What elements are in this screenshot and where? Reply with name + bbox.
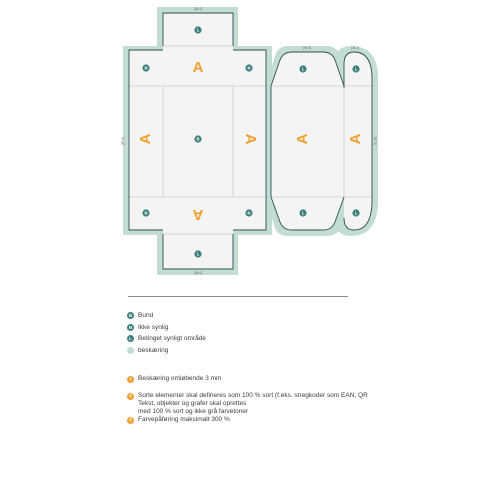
note-line: Beskæring omløbende 3 mm bbox=[138, 375, 222, 382]
legend-marker-n: N bbox=[128, 324, 133, 330]
note-marker-2: 2 bbox=[127, 393, 134, 400]
divider-line bbox=[128, 296, 348, 297]
svg-text:N: N bbox=[144, 210, 148, 216]
letter-left-side: A bbox=[136, 133, 154, 145]
svg-text:L: L bbox=[354, 66, 358, 72]
note-marker-1: 1 bbox=[127, 376, 134, 383]
legend-label: beskæring bbox=[138, 346, 169, 354]
legend-item-not-visible bbox=[127, 322, 206, 334]
marker-tl-dust-flap bbox=[142, 64, 149, 71]
note-marker-3: 3 bbox=[127, 417, 134, 424]
note-line: Sorte elementer skal defineres som 100 % sort (f.eks. stregkoder som EAN, QR bbox=[138, 392, 368, 399]
letter-middle-side: A bbox=[242, 133, 260, 145]
dim-left-side: [87.0] bbox=[121, 137, 125, 145]
marker-bottom-flap bbox=[194, 250, 201, 257]
note-line: Farvepåføring maksimalt 300 % bbox=[138, 416, 230, 423]
legend-item-bleed bbox=[127, 345, 206, 357]
dim-top-flap: [94.0] bbox=[194, 7, 202, 11]
note-line: Tekst, objekter og grafer skal oprettes bbox=[138, 400, 247, 407]
legend bbox=[127, 310, 206, 356]
marker-end-tuck-flap bbox=[352, 65, 359, 72]
legend-item-bottom bbox=[127, 310, 206, 322]
svg-text:N: N bbox=[247, 65, 251, 71]
marker-tuck-flap bbox=[299, 65, 306, 72]
svg-text:L: L bbox=[196, 251, 200, 257]
marker-bottom-tuck bbox=[299, 209, 306, 216]
note-line: med 100 % sort og ikke grå farvetoner bbox=[138, 408, 249, 415]
letter-right-side: A bbox=[293, 133, 311, 145]
letter-bottom-front: A bbox=[192, 206, 204, 224]
svg-text:L: L bbox=[301, 210, 305, 216]
svg-text:N: N bbox=[144, 65, 148, 71]
marker-top-flap bbox=[194, 26, 201, 33]
svg-text:N: N bbox=[247, 210, 251, 216]
marker-tr-dust-flap bbox=[245, 64, 252, 71]
legend-swatch-bleed bbox=[127, 347, 134, 354]
svg-text:B: B bbox=[196, 136, 200, 142]
legend-label: Bund bbox=[138, 312, 154, 320]
legend-marker-b: B bbox=[128, 313, 133, 319]
svg-text:L: L bbox=[196, 27, 200, 33]
note-2 bbox=[127, 392, 368, 416]
marker-br-dust-flap bbox=[245, 209, 252, 216]
legend-marker-l: L bbox=[127, 335, 134, 342]
letter-lid-front: A bbox=[192, 58, 204, 76]
dim-side-panel: [94.0] bbox=[303, 46, 311, 50]
note-1 bbox=[127, 375, 221, 383]
svg-text:L: L bbox=[301, 66, 305, 72]
marker-end-bottom-tuck bbox=[352, 209, 359, 216]
marker-bottom-panel bbox=[194, 135, 201, 142]
dim-right-side: [87.0] bbox=[373, 137, 377, 145]
letter-end-side: A bbox=[346, 133, 364, 145]
legend-item-conditional bbox=[127, 333, 206, 345]
dim-end-flap: [34.0] bbox=[351, 46, 359, 50]
note-3 bbox=[127, 416, 230, 424]
dim-bottom-flap: [94.0] bbox=[194, 271, 202, 275]
svg-text:L: L bbox=[354, 210, 358, 216]
legend-label: Ikke synlig bbox=[138, 323, 169, 331]
marker-bl-dust-flap bbox=[142, 209, 149, 216]
legend-label: Betinget synligt område bbox=[138, 335, 206, 343]
